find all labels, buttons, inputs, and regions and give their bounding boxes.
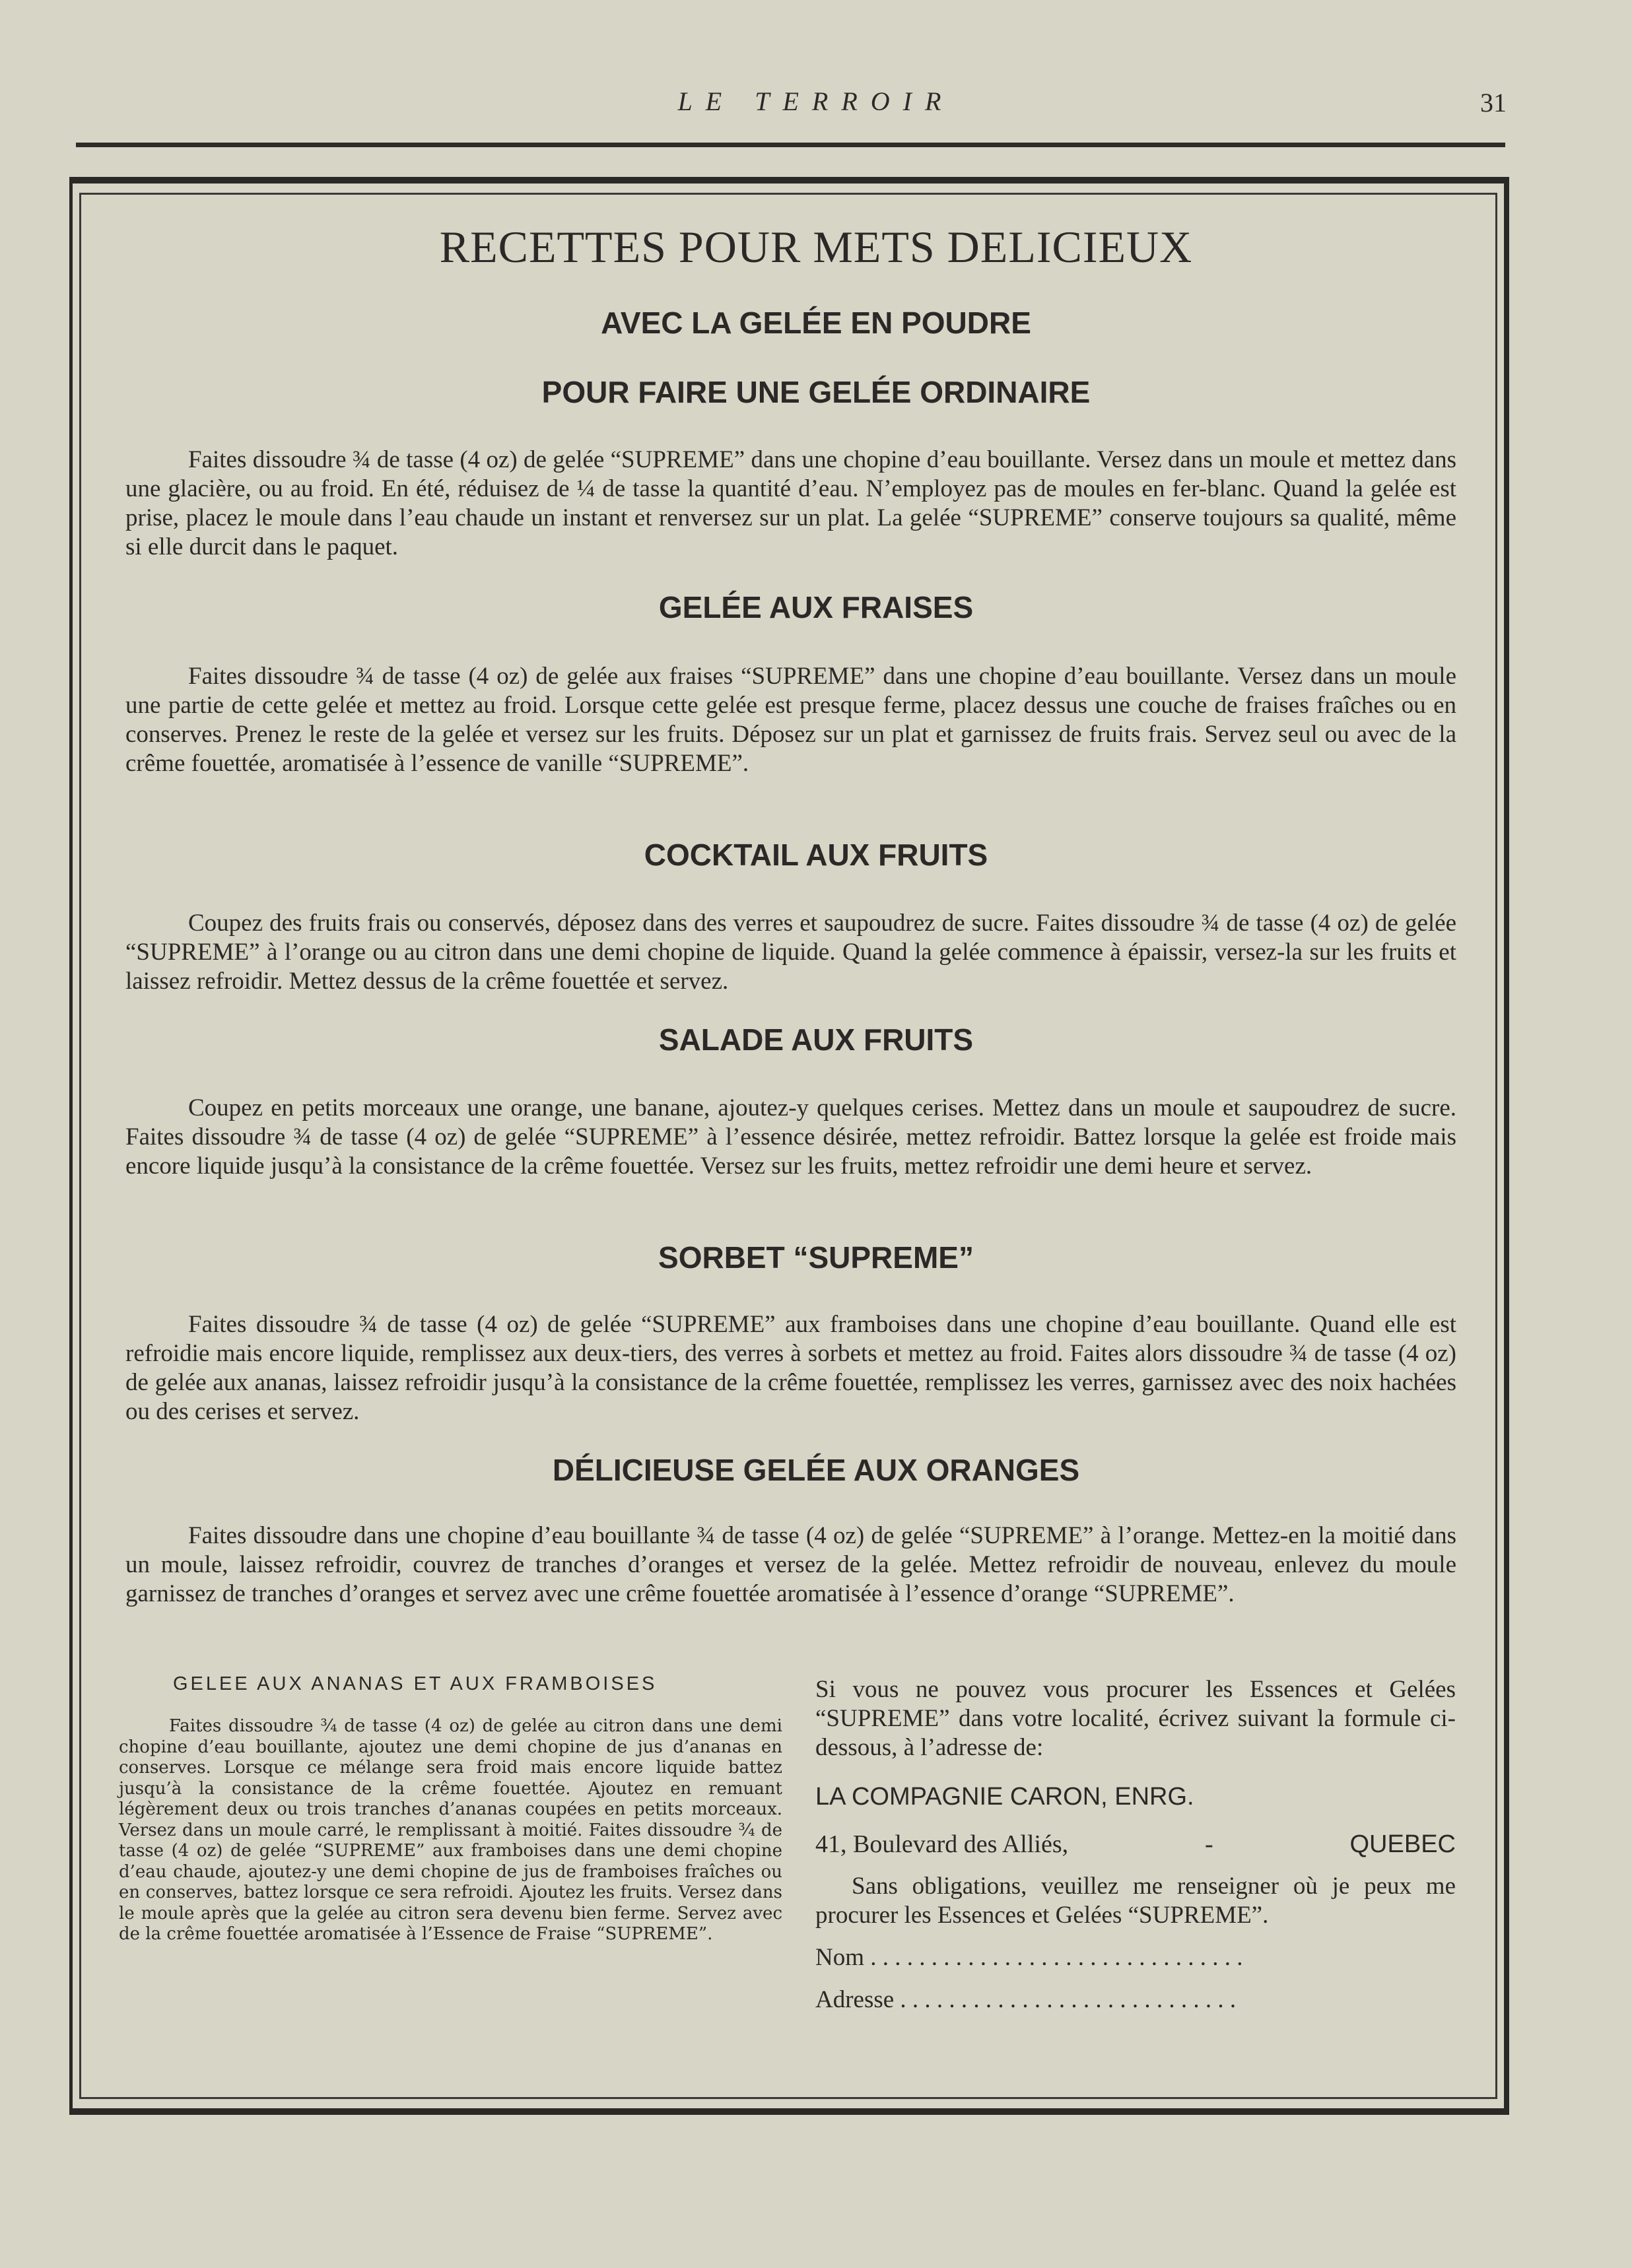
- header-rule: [76, 143, 1505, 147]
- page-number: 31: [1480, 88, 1507, 117]
- recipe-text-oranges: Faites dissoudre dans une chopine d’eau bouillante ¾ de tasse (4 oz) de gelée “SUPREME” à l’orange. Mettez-en la moitié dans un moule, laissez refroidir, couvrez de tranches d’oranges et versez de la gelée. Mettez refroidir de nouveau, enlevez du moule garnissez de tranches d’oranges et servez avec une crême fouettée aromatisée à l’essence d’orange “SUPREME”.: [125, 1522, 1456, 1607]
- address-street: 41, Boulevard des Alliés,: [815, 1830, 1069, 1858]
- recipe-text-cocktail: Coupez des fruits frais ou conservés, déposez dans des verres et saupoudrez de sucre. Faites dissoudre ¾ de tasse (4 oz) de gelée “SUPREME” à l’orange ou au citron dans une demi chopine de liquide. Quand la gelée commence à épaissir, versez-la sur les fruits et laissez refroidir. Mettez dessus de la crême fouettée et servez.: [125, 910, 1456, 995]
- recipe-heading-cocktail: COCKTAIL AUX FRUITS: [644, 838, 988, 872]
- recipe-heading-salade: SALADE AUX FRUITS: [658, 1022, 974, 1057]
- recipe-text-sorbet: Faites dissoudre ¾ de tasse (4 oz) de gelée “SUPREME” aux framboises dans une chopine d’eau bouillante. Quand elle est refroidie mais encore liquide, remplissez aux deux-tiers, des verres à sorbets et mettez au froid. Faites alors dissoudre ¾ de tasse (4 oz) de gelée aux ananas, laissez refroidir jusqu’à la consistance de la crême fouettée, remplissez les verres, garnissez avec des noix hachées ou des cerises et servez.: [125, 1311, 1456, 1425]
- page-title: RECETTES POUR METS DELICIEUX: [439, 222, 1193, 272]
- order-form-request: Sans obligations, veuillez me renseigner où je peux me procurer les Essences et Gelées “SUPREME”.: [815, 1873, 1456, 1929]
- page-subtitle: AVEC LA GELÉE EN POUDRE: [601, 306, 1031, 340]
- company-address: [815, 1830, 1456, 1859]
- recipe-text-ananas-framboises: Faites dissoudre ¾ de tasse (4 oz) de gelée au citron dans une demi chopine d’eau bouillante, ajoutez une demi chopine de jus d’ananas en conserves. Lorsque ce mélange sera froid mais encore liquide battez jusqu’à la consistance de la crême fouettée. Ajoutez en remuant légèrement deux ou trois tranches d’ananas coupées en petits morceaux. Versez dans un moule carré, le remplissant à moitié. Faites dissoudre ¾ de tasse (4 oz) de gelée “SUPREME” aux framboises dans une demi chopine d’eau chaude, ajoutez-y une demi chopine de jus de framboises fraîches ou en conserves, battez lorsque ce sera refroidi. Ajoutez les fruits. Versez dans le moule après que la gelée au citron sera devenu bien ferme. Servez avec de la crême fouettée aromatisée à l’Essence de Fraise “SUPREME”.: [119, 1716, 782, 1944]
- running-title: LE TERROIR: [677, 86, 955, 116]
- recipe-heading-ananas-framboises: GELEE AUX ANANAS ET AUX FRAMBOISES: [173, 1673, 658, 1694]
- recipe-text-salade: Coupez en petits morceaux une orange, une banane, ajoutez-y quelques cerises. Mettez dans un moule et saupoudrez de sucre. Faites dissoudre ¾ de tasse (4 oz) de gelée “SUPREME” à l’essence désirée, mettez refroidir. Battez lorsque la gelée est froide mais encore liquide jusqu’à la consistance de la crême fouettée. Versez sur les fruits, mettez refroidir une demi heure et servez.: [125, 1094, 1456, 1180]
- recipe-heading-sorbet: SORBET “SUPREME”: [658, 1240, 974, 1275]
- recipe-text-gelee-ordinaire: Faites dissoudre ¾ de tasse (4 oz) de gelée “SUPREME” dans une chopine d’eau bouillante. Versez dans un moule et mettez dans une glacière, ou au froid. En été, réduisez de ¼ de tasse la quantité d’eau. N’employez pas de moules en fer-blanc. Quand la gelée est prise, placez le moule dans l’eau chaude un instant et renversez sur un plat. La gelée “SUPREME” conserve toujours sa qualité, même si elle durcit dans le paquet.: [125, 446, 1456, 560]
- recipe-heading-gelee-fraises: GELÉE AUX FRAISES: [658, 590, 974, 624]
- name-field: Nom . . . . . . . . . . . . . . . . . . . . . . . . . . . . . . .: [815, 1944, 1243, 1971]
- recipe-text-gelee-fraises: Faites dissoudre ¾ de tasse (4 oz) de gelée aux fraises “SUPREME” dans une chopine d’eau bouillante. Versez dans un moule une partie de cette gelée et mettez au froid. Lorsque cette gelée est presque ferme, placez dessus une couche de fraises fraîches ou en conserves. Prenez le reste de la gelée et versez sur les fruits. Déposez sur un plat et garnissez de fruits frais. Servez seul ou avec de la crême fouettée, aromatisée à l’essence de vanille “SUPREME”.: [125, 663, 1456, 777]
- address-field: Adresse . . . . . . . . . . . . . . . . . . . . . . . . . . . .: [815, 1986, 1237, 2013]
- order-form: [815, 1675, 1456, 2015]
- address-dash: -: [1204, 1830, 1213, 1858]
- running-header: [0, 86, 1632, 132]
- order-form-intro: Si vous ne pouvez vous procurer les Essences et Gelées “SUPREME” dans votre localité, écrivez suivant la formule ci-dessous, à l’adresse de:: [815, 1676, 1456, 1761]
- recipe-heading-gelee-ordinaire: POUR FAIRE UNE GELÉE ORDINAIRE: [541, 375, 1091, 409]
- address-city: QUEBEC: [1349, 1830, 1456, 1858]
- recipe-heading-oranges: DÉLICIEUSE GELÉE AUX ORANGES: [552, 1453, 1080, 1487]
- company-name: LA COMPAGNIE CARON, ENRG.: [815, 1783, 1194, 1811]
